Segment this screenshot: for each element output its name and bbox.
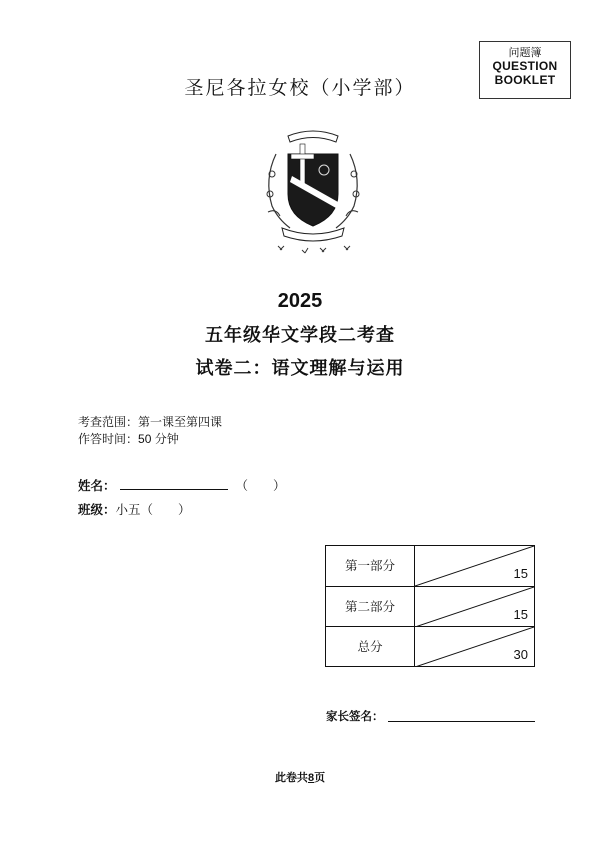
student-class-row <box>78 500 191 518</box>
student-name-field[interactable] <box>120 477 228 490</box>
score-row-label: 第二部分 <box>326 587 415 627</box>
score-row-label: 第一部分 <box>326 546 415 586</box>
school-crest-logo <box>258 124 368 264</box>
student-class-label: 班级： <box>78 502 116 517</box>
page-count-prefix: 此卷共 <box>274 771 308 784</box>
student-name-label: 姓名： <box>78 478 116 493</box>
exam-scope-value: 第一课至第四课 <box>138 415 223 429</box>
exam-title: 五年级华文学段二考查 <box>205 325 395 346</box>
score-cell[interactable] <box>415 546 534 586</box>
score-max-value: 15 <box>513 607 528 622</box>
score-row-label: 总分 <box>326 627 415 667</box>
parent-signature-field[interactable] <box>388 721 535 722</box>
exam-time-value: 50 分钟 <box>138 432 179 446</box>
exam-scope <box>78 414 222 430</box>
page-count-suffix: 页 <box>314 771 326 784</box>
exam-time <box>78 431 179 447</box>
student-index-field[interactable]: （ ） <box>235 478 286 493</box>
score-max-value: 15 <box>513 566 528 581</box>
exam-scope-label: 考查范围： <box>78 415 139 429</box>
booklet-label-question: QUESTION <box>492 59 558 73</box>
score-row <box>326 626 534 667</box>
booklet-label-booklet: BOOKLET <box>494 73 556 87</box>
parent-signature-label: 家长签名： <box>326 709 384 723</box>
score-table <box>325 545 535 667</box>
score-cell[interactable] <box>415 587 534 627</box>
page-count-number: 8 <box>307 772 315 784</box>
school-name: 圣尼各拉女校（小学部） <box>184 77 416 99</box>
booklet-label-cn: 问题簿 <box>508 46 542 59</box>
score-row <box>326 586 534 627</box>
paper-title: 试卷二：语文理解与运用 <box>195 358 405 379</box>
student-class-value[interactable]: 小五（ ） <box>115 502 191 517</box>
student-name-row <box>78 476 286 494</box>
score-cell[interactable] <box>415 627 534 667</box>
page-count <box>0 769 600 785</box>
score-row <box>326 546 534 586</box>
exam-year: 2025 <box>277 290 323 312</box>
exam-time-label: 作答时间： <box>78 432 139 446</box>
score-max-value: 30 <box>513 647 528 662</box>
